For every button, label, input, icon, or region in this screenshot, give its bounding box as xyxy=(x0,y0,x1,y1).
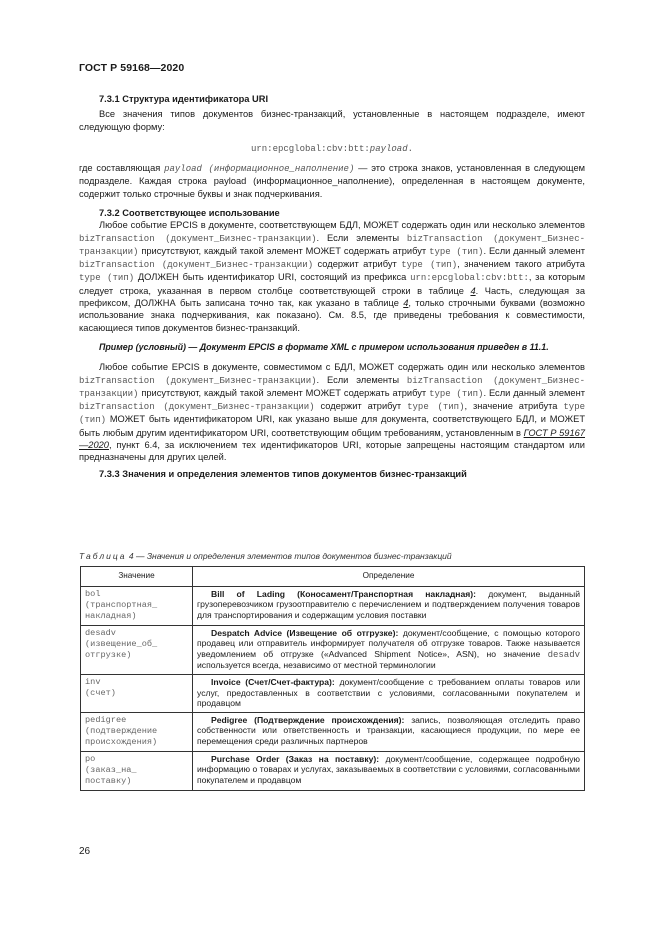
value-code: bol xyxy=(85,588,101,599)
text: , пункт 6.4, за исключением тех идентификаторов URI, которые запрещены настоящим стандартом или предназначены для других целей. xyxy=(79,440,585,463)
value-code: inv xyxy=(85,676,101,687)
code: bizTransaction (документ_Бизнес-транзакции) xyxy=(79,233,317,244)
definition-text: документ, выданный грузоперевозчиком грузоотправителю с перечислением и подтверждением получения товаров для транспортирования и содержащим условия поставки xyxy=(197,588,581,620)
column-header-value: Значение xyxy=(81,567,193,587)
code: bizTransaction (документ_Бизнес-транзакции) xyxy=(79,260,314,271)
table-row xyxy=(81,625,585,674)
value-gloss: поставку) xyxy=(85,775,132,786)
table-row xyxy=(81,674,585,712)
text: . Часть, следующая за префиксом, ДОЛЖНА быть записана точно так, как указано в таблице xyxy=(79,285,585,309)
text: присутствуют, каждый такой элемент МОЖЕТ содержать атрибут xyxy=(138,387,430,398)
uri-format xyxy=(79,142,585,155)
value-gloss: (заказ_на_ xyxy=(85,764,137,775)
code: desadv xyxy=(547,649,580,660)
value-gloss: отгрузке) xyxy=(85,649,132,660)
text: , за которым следует строка, указанная в первом столбце соответствующей строки в таблице xyxy=(79,272,586,296)
code-payload: payload (информационное_наполнение) xyxy=(164,164,355,175)
uri-prefix: urn:epcglobal:cbv:btt: xyxy=(250,143,370,154)
text: содержит атрибут xyxy=(314,401,408,412)
value-code: pedigree xyxy=(85,714,127,725)
section-heading-7-3-1: 7.3.1 Структура идентификатора URI xyxy=(99,94,269,104)
uri-dot: . xyxy=(407,143,414,154)
caption-text: 4 — Значения и определения элементов типов документов бизнес-транзакций xyxy=(126,551,452,561)
value-code: desadv xyxy=(85,627,116,638)
definition-text: документ/сообщение, содержащее подробную информацию о товарах и услугах, заказываемых в соответствии с условиями, согласованными покупателем и продавцом xyxy=(197,753,580,785)
code: bizTransaction (документ_Бизнес-транзакции) xyxy=(79,375,317,386)
definition-cell xyxy=(193,586,585,625)
text: присутствуют, каждый такой элемент МОЖЕТ содержать атрибут xyxy=(138,245,430,256)
standard-header: ГОСТ Р 59168—2020 xyxy=(79,62,185,74)
table-row xyxy=(81,712,585,751)
text: . Если элементы xyxy=(316,374,407,385)
value-code: po xyxy=(85,753,96,764)
text: , значение атрибута xyxy=(464,401,564,412)
value-cell xyxy=(81,751,193,790)
page-number: 26 xyxy=(79,846,91,857)
value-cell xyxy=(81,586,193,625)
definition-text: документ/сообщение с требованием оплаты товаров или услуг, предоставленных в соответствии с условиями, согласованными покупателем и продавцом xyxy=(197,676,581,709)
paragraph xyxy=(79,361,585,463)
text: Любое событие EPCIS в документе, совместимом с БДЛ, МОЖЕТ содержать один или несколько элементов xyxy=(99,362,585,373)
code: bizTransaction (документ_Бизнес-транзакции) xyxy=(79,402,315,413)
definition-cell xyxy=(193,674,585,712)
code: urn:epcglobal:cbv:btt: xyxy=(410,273,529,284)
code: type (тип) xyxy=(407,402,465,413)
term: Bill of Lading (Коносамент/Транспортная накладная): xyxy=(211,588,477,599)
value-gloss: происхождения) xyxy=(85,736,158,747)
bt-types-table xyxy=(80,566,585,791)
value-cell xyxy=(81,712,193,751)
text: . Если данный элемент xyxy=(483,387,585,398)
definition-cell xyxy=(193,625,585,674)
value-cell xyxy=(81,625,193,674)
value-gloss: (транспортная_ xyxy=(85,599,158,610)
value-gloss: накладная) xyxy=(85,610,137,621)
definition-cell xyxy=(193,712,585,751)
term: Despatch Advice (Извещение об отгрузке): xyxy=(211,627,399,638)
standard-reference-link[interactable]: ГОСТ Р 59167—2020 xyxy=(79,427,585,451)
text: , только строчными буквами (возможно использование знака подчеркивания, как показано). См. 8.5, где приведены требования к совместимости, касающиеся типов документов бизнес-транзакций. xyxy=(79,298,585,333)
text: Любое событие EPCIS в документе, соответствующем БДЛ, МОЖЕТ содержать один или несколько элементов xyxy=(99,220,585,231)
section-7-3-2 xyxy=(79,207,585,480)
definition-text: запись, позволяющая отследить право собственности или ответственность и транзакции, касающиеся продукции, по мере ее перемещения среди различных партнеров xyxy=(197,714,580,746)
paragraph xyxy=(79,219,585,334)
text: ДОЛЖЕН быть идентификатор URI, состоящий из префикса xyxy=(134,272,411,283)
paragraph xyxy=(79,162,585,200)
definition-cell xyxy=(193,751,585,790)
value-cell xyxy=(81,674,193,712)
column-header-definition: Определение xyxy=(193,567,585,587)
code: type (тип) xyxy=(79,402,585,426)
text: содержит атрибут xyxy=(313,259,402,270)
code: type (тип) xyxy=(429,388,484,399)
definition-text: документ/сообщение, с помощью которого продавец или отправитель информирует получателя об отгрузке товаров. Также называется уведомлением об отгрузке («Advanced Shipment Notice», ASN), но значение xyxy=(197,627,581,659)
table-header-row xyxy=(81,567,585,587)
term: Pedigree (Подтверждение происхождения): xyxy=(211,714,405,725)
section-heading-7-3-2: 7.3.2 Соответствующее использование xyxy=(99,208,280,218)
term: Invoice (Счет/Счет-фактура): xyxy=(211,676,335,687)
table-reference-link[interactable]: 4 xyxy=(403,298,409,309)
uri-variable: payload xyxy=(369,143,408,154)
example-note: Пример (условный) — Документ EPCIS в формате XML с примером использования приведен в 11.1. xyxy=(99,341,549,352)
section-heading-7-3-3: 7.3.3 Значения и определения элементов типов документов бизнес-транзакций xyxy=(99,468,467,479)
paragraph: Все значения типов документов бизнес-транзакций, установленные в настоящем подразделе, имеют следующую форму: xyxy=(79,109,585,132)
code: bizTransaction (документ_Бизнес-транзакции) xyxy=(79,233,585,257)
value-gloss: (подтверждение xyxy=(85,725,158,736)
text: — это строка знаков, установленная в следующем подразделе. Каждая строка payload (информационное_наполнение), определенная в настоящем документе, содержит только строчные буквы и знак подчеркивания. xyxy=(79,163,586,199)
definition-text: используется всегда, независимо от местной терминологии xyxy=(197,660,436,671)
text: где составляющая xyxy=(79,163,165,174)
value-gloss: (извещение_об_ xyxy=(85,638,158,649)
code: type (тип) xyxy=(429,246,484,257)
text: . Если элементы xyxy=(316,232,407,243)
text: , значением такого атрибута xyxy=(457,259,585,270)
table-row xyxy=(81,751,585,790)
table-row xyxy=(81,586,585,625)
text: МОЖЕТ быть идентификатором URI, как указано выше для документа, соответствующего БДЛ, и МОЖЕТ быть любым другим идентификатором URI, соответствующим общим требованиям, установленным в xyxy=(79,414,585,438)
table-caption xyxy=(79,551,452,561)
value-gloss: (счет) xyxy=(85,687,116,698)
term: Purchase Order (Заказ на поставку): xyxy=(211,753,380,764)
caption-word: Таблица xyxy=(79,551,127,561)
section-7-3-1 xyxy=(79,93,585,200)
code: bizTransaction (документ_Бизнес-транзакции) xyxy=(79,375,585,399)
table-reference-link[interactable]: 4 xyxy=(470,285,476,296)
code: type (тип) xyxy=(79,273,135,284)
code: type (тип) xyxy=(401,260,458,271)
text: . Если данный элемент xyxy=(483,245,585,256)
